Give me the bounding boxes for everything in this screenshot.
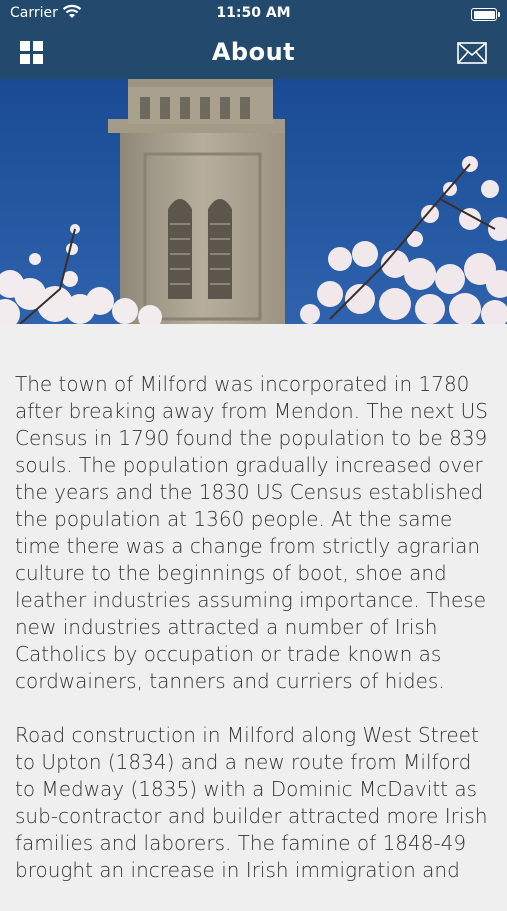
status-bar	[0, 0, 507, 28]
mail-icon[interactable]	[457, 42, 487, 64]
status-time: 11:50 AM	[216, 5, 291, 21]
navigation-bar	[0, 28, 507, 79]
about-text	[15, 371, 495, 911]
paragraph: Road construction in Milford along West Street to Upton (1834) and a new route from Milford to Medway (1835) with a Dominic McDavitt as sub-contractor and builder attracted more Irish families and laborers. The famine of 1848-49 brought an increase in Irish immigration and	[15, 723, 488, 882]
hero-image	[0, 79, 507, 324]
battery-icon	[471, 8, 497, 21]
page-title: About	[211, 38, 296, 66]
paragraph: The town of Milford was incorporated in 1780 after breaking away from Mendon. The next US Census in 1790 found the population to be 839 souls. The population gradually increased over the years and the 1830 US Census established the population at 1360 people. At the same time there was a change from strictly agrarian culture to the beginnings of boot, shoe and leather industries assuming importance. These new industries attracted a number of Irish Catholics by occupation or trade known as cordwainers, tanners and curriers of hides.	[15, 372, 488, 693]
carrier-label: Carrier	[10, 5, 58, 21]
